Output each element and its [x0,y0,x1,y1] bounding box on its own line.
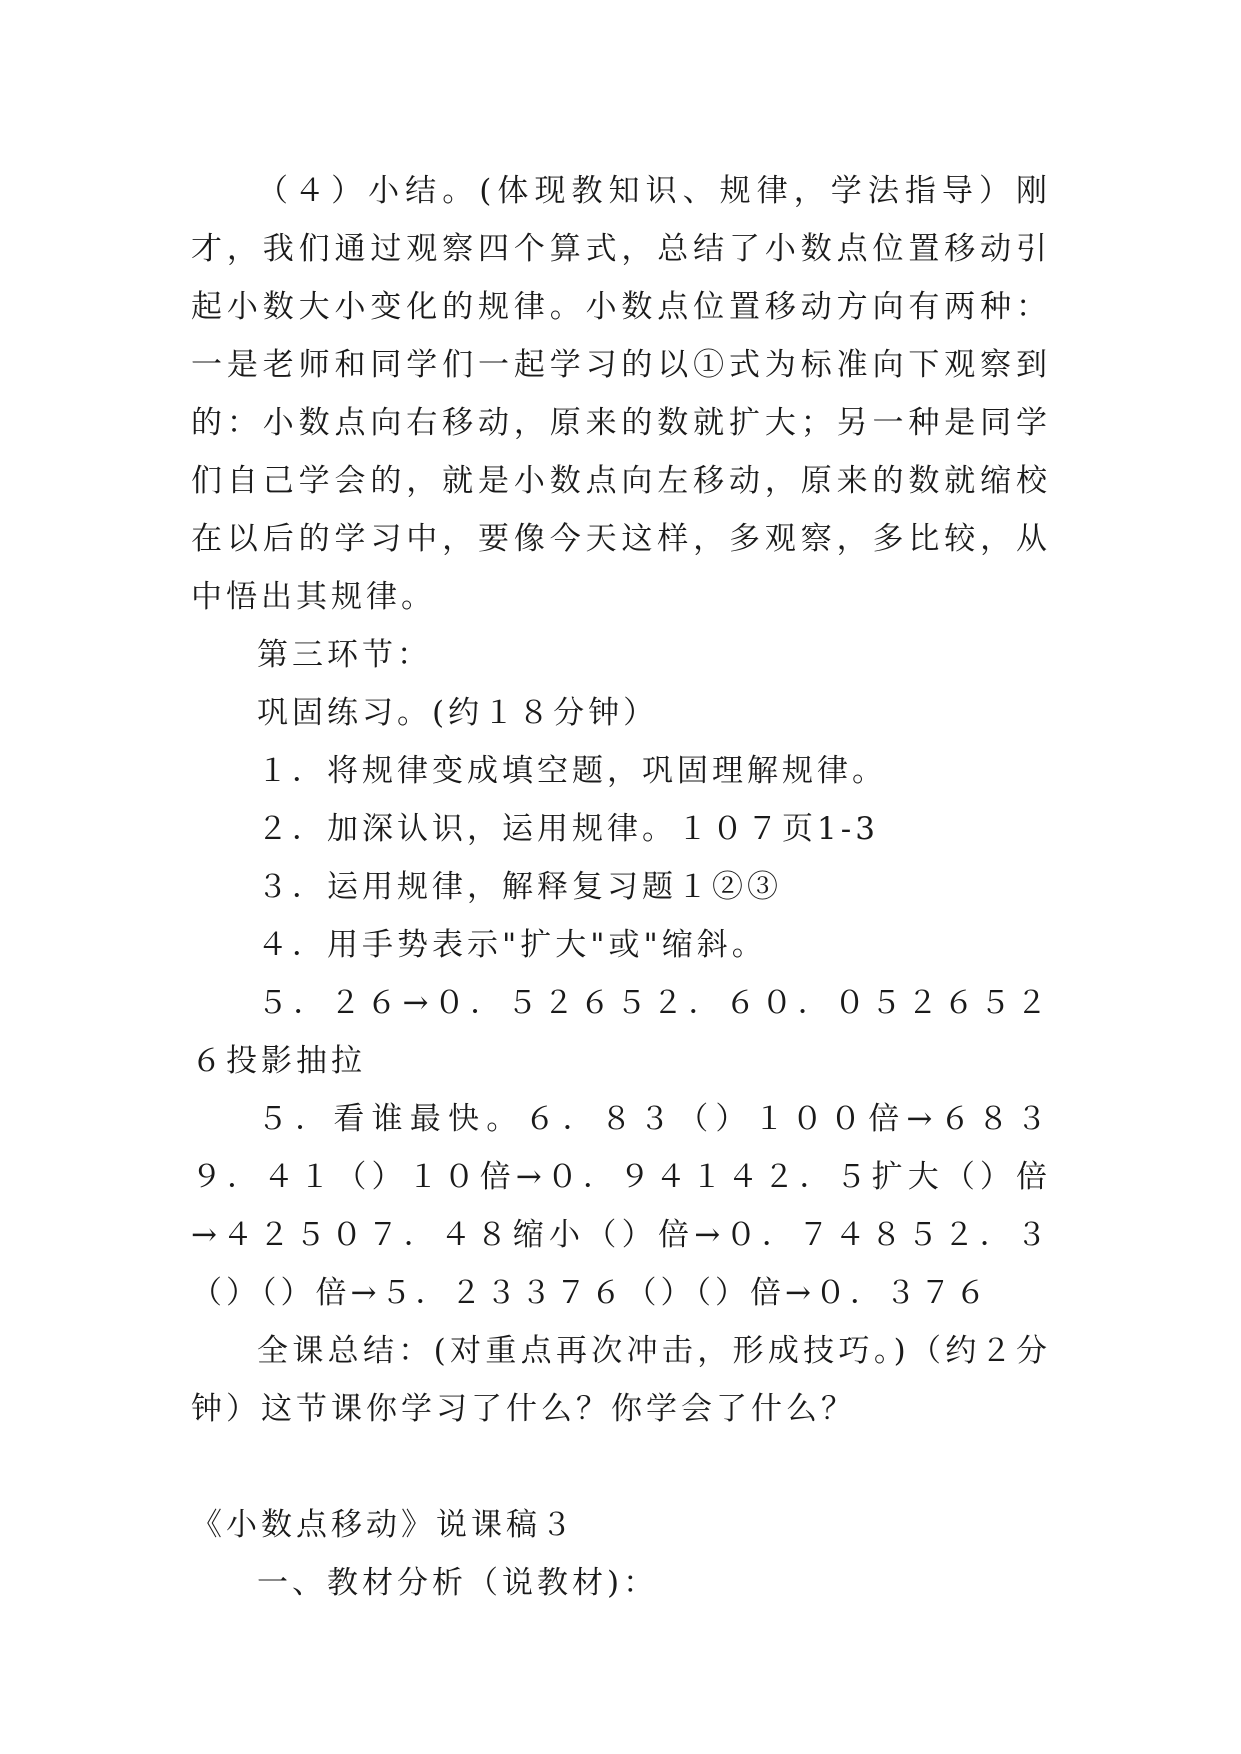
section-three-heading: 第三环节： [257,637,432,673]
practice-item-5b: ５．看谁最快。６．８３（）１００倍→６８３９．４１（）１０倍→０．９４１４２．５扩大（）倍→４２５０７．４８缩小（）倍→０．７４８５２．３（）（）倍→５．２３３７６（）（）倍→０．３７６ [191,1101,1051,1311]
lesson-summary: 全课总结：(对重点再次冲击，形成技巧。)（约２分钟）这节课你学习了什么？你学会了什么？ [191,1333,1051,1427]
blank-line [191,1438,1051,1496]
document-body [191,162,1051,1612]
practice-heading: 巩固练习。(约１８分钟） [257,695,659,731]
practice-item-1: １．将规律变成填空题，巩固理解规律。 [257,753,887,789]
practice-item-3: ３．运用规律，解释复习题１②③ [257,869,782,905]
practice-item-2: ２．加深认识，运用规律。１０７页1-3 [257,811,879,847]
practice-item-5a: ５．２６→０．５２６５２．６０．０５２６５２６投影抽拉 [191,985,1051,1079]
part-one-heading: 一、教材分析（说教材)： [257,1565,659,1601]
practice-item-4: ４．用手势表示"扩大"或"缩斜。 [257,927,767,963]
draft-three-title: 《小数点移动》说课稿３ [191,1507,576,1543]
paragraph-summary: （４）小结。(体现教知识、规律，学法指导）刚才，我们通过观察四个算式，总结了小数点位置移动引起小数大小变化的规律。小数点位置移动方向有两种：一是老师和同学们一起学习的以①式为标准向下观察到的：小数点向右移动，原来的数就扩大；另一种是同学们自己学会的，就是小数点向左移动，原来的数就缩校在以后的学习中，要像今天这样，多观察，多比较，从中悟出其规律。 [191,173,1051,615]
